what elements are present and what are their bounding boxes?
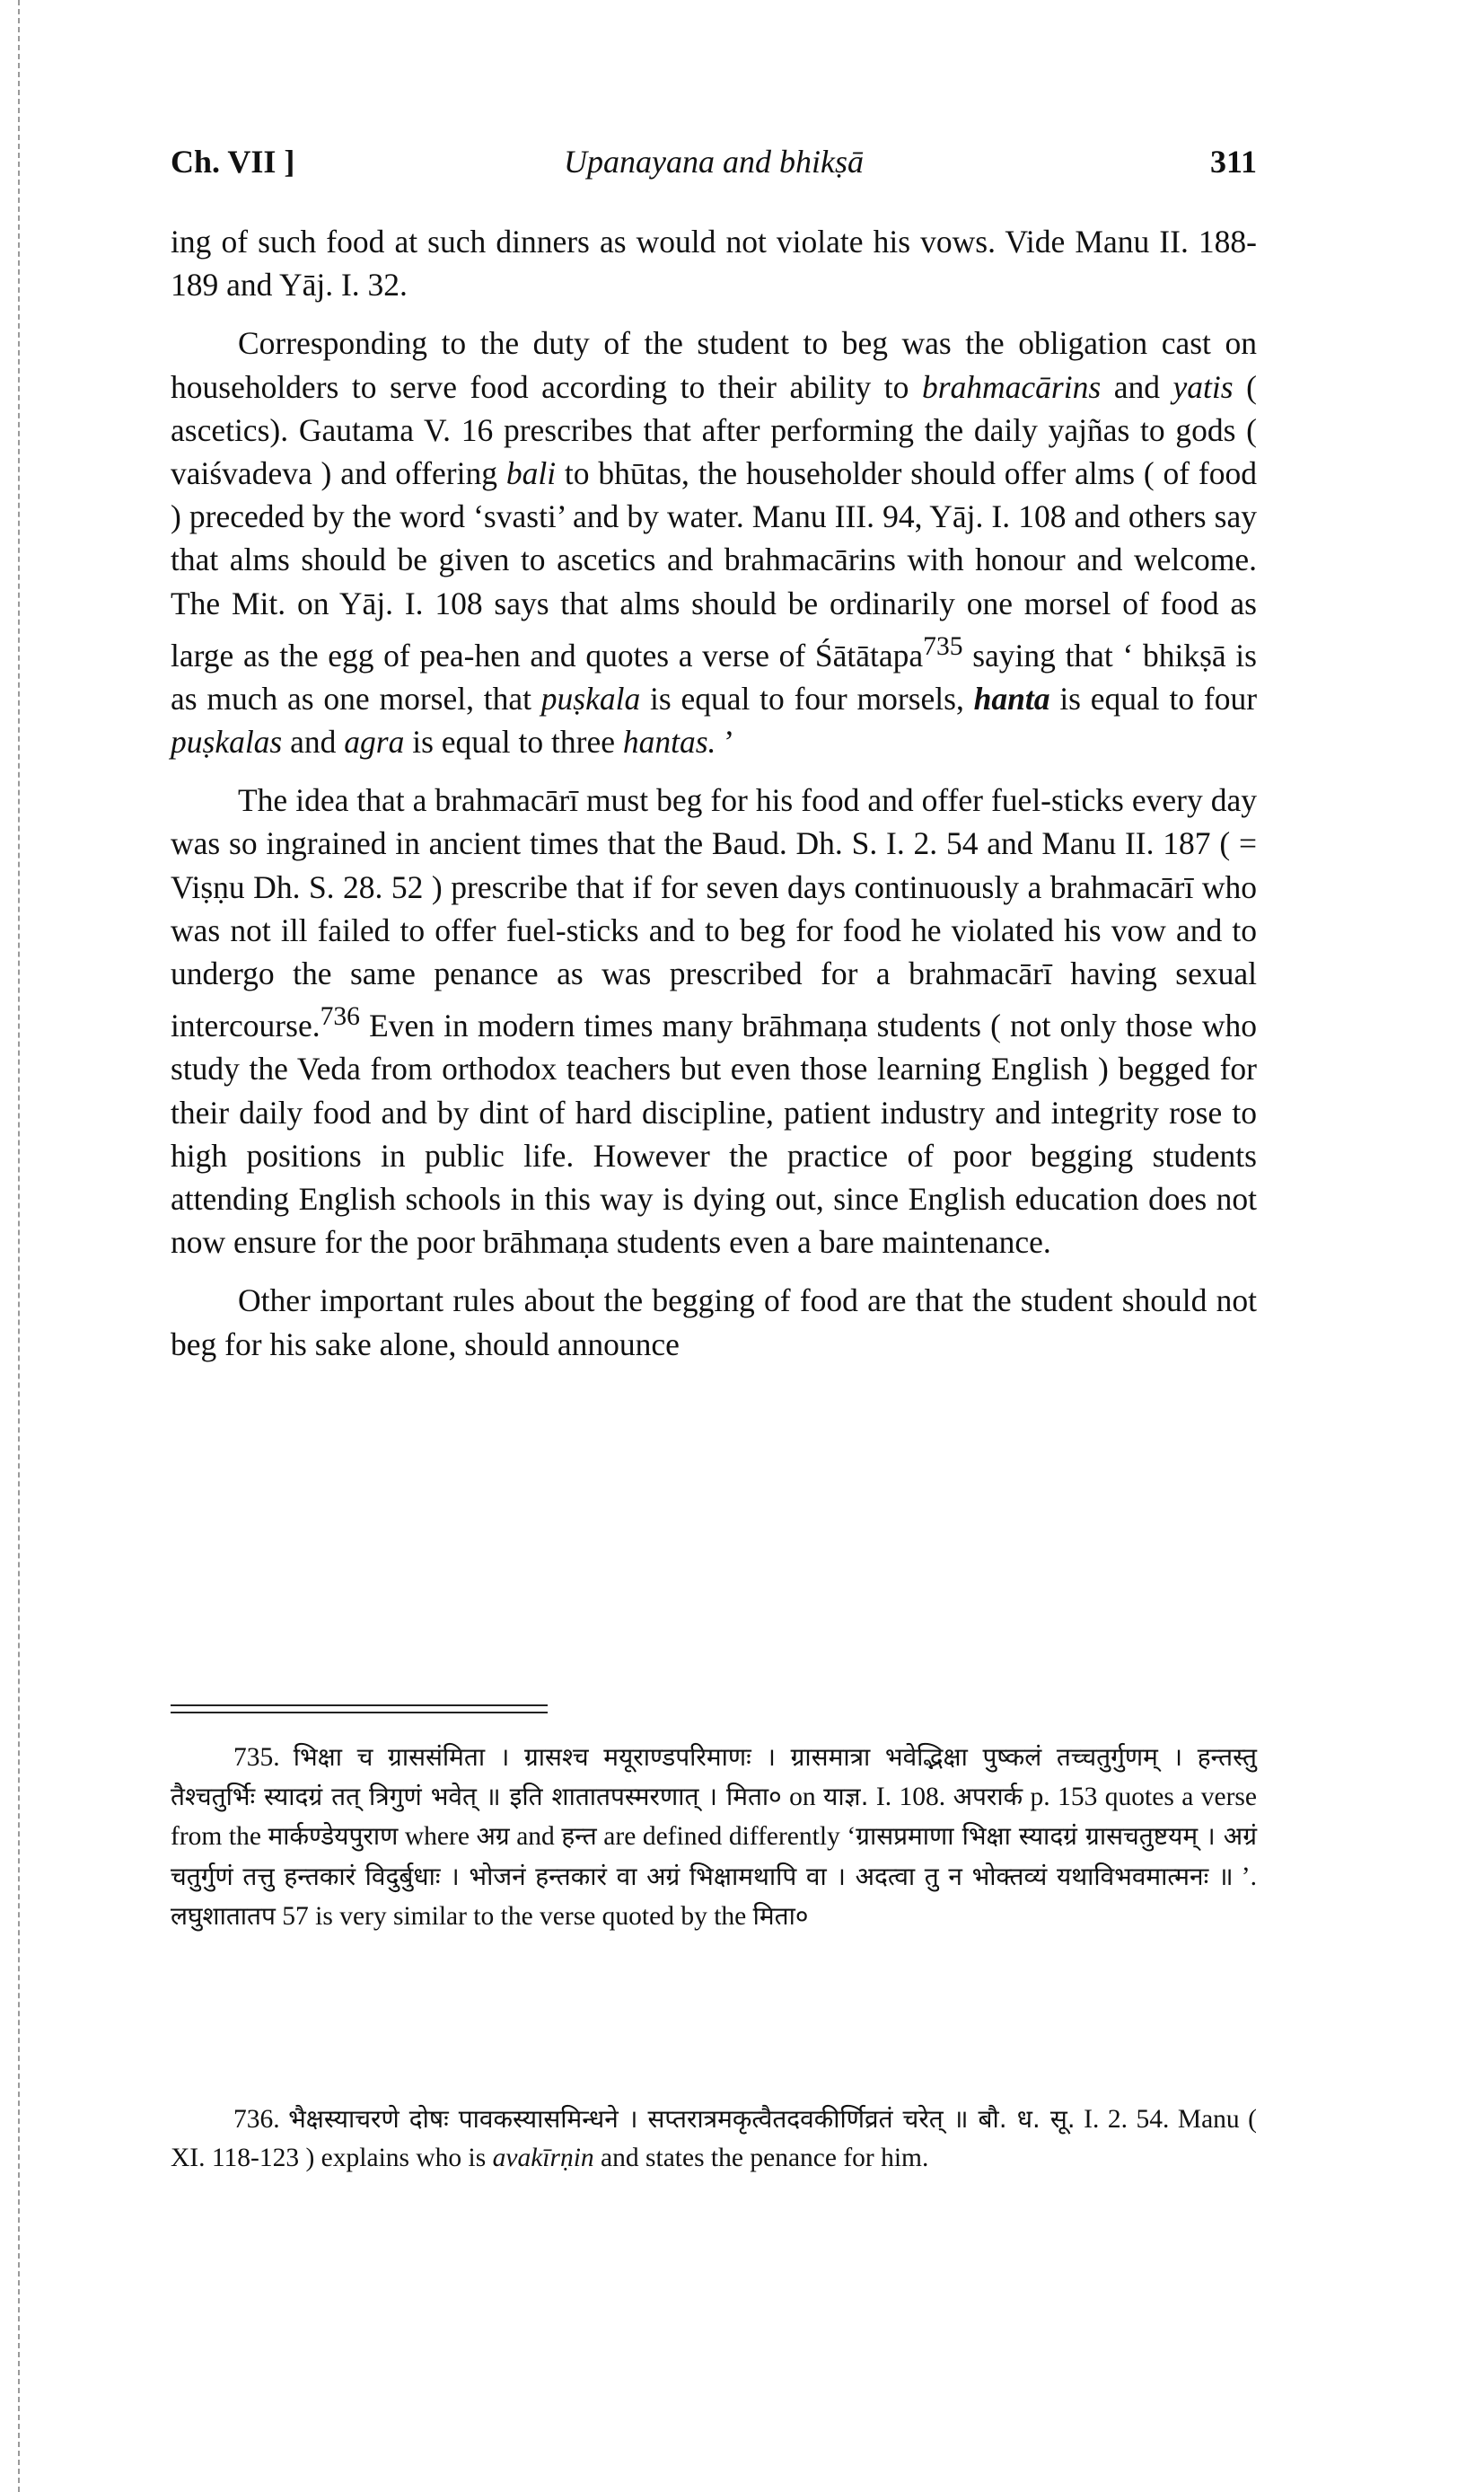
page-edge-line [18,0,20,2492]
italic-term: hantas. [622,724,716,761]
italic-term: hanta [973,680,1050,717]
footnote-ref-736[interactable]: 736 [320,1002,360,1032]
main-text [171,220,1257,1366]
footnote-735: 735. भिक्षा च ग्राससंमिता । ग्रासश्च मयूराण्डपरिमाणः । ग्रासमात्रा भवेद्भिक्षा पुष्कलं तच्चतुर्गुणम् । हन्तस्तु तैश्चतुर्भिः स्यादग्रं तत् त्रिगुणं भवेत् ॥ इति शातातपस्मरणात् । मिता० on याज्ञ. I. 108. अपरार्क p. 153 quotes a verse from the मार्कण्डेयपुराण where अग्र and हन्त are defined differently ‘ग्रासप्रमाणा भिक्षा स्यादग्रं ग्रासचतुष्टयम् । अग्रं चतुर्गुणं तत्तु हन्तकारं विदुर्बुधाः । भोजनं हन्तकारं वा अग्रं भिक्षामथापि वा । अदत्वा तु न भोक्तव्यं यथाविभवमात्मनः ॥ ’. लघुशातातप 57 is very similar to the verse quoted by the मिता० [171,1742,1258,1931]
footnote-number: 736. [233,2105,280,2134]
paragraph-2: Corresponding to the duty of the student to beg was the obligation cast on householders to serve food according to their ability to brahmacārins and yatis ( ascetics). Gautama V. 16 prescribes that after performing the daily yajñas to gods ( vaiśvadeva ) and offering bali to bhūtas, the householder should offer alms ( of food ) preceded by the word ‘svasti’ and by water. Manu III. 94, Yāj. I. 108 and others say that alms should be given to ascetics and brahmacārins with honour and welcome. The Mit. on Yāj. I. 108 says that alms should be ordinarily one morsel of food as large as the egg of pea-hen and quotes a verse of Śātātapa$^{735}$ saying that ‘ bhikṣā is as much as one morsel, that puṣkala is equal to four morsels, hanta is equal to four puṣkalas and agra is equal to three hantas. ’ [171,325,1258,761]
chapter-label: Ch. VII ] [171,144,295,180]
footnote-736: 736. भैक्षस्याचरणे दोषः पावकस्यासमिन्धने । सप्तरात्रमकृत्वैतदवकीर्णिव्रतं चरेत् ॥ बौ. ध. सू. I. 2. 54. Manu ( XI. 118-123 ) explains who is avakīrṇin and states the penance for him. [171,2104,1257,2173]
italic-term: yatis [1172,368,1234,405]
paragraph-3: The idea that a brahmacārī must beg for his food and offer fuel-sticks every day was so ingrained in ancient times that the Baud. Dh. S. I. 2. 54 and Manu II. 187 ( = Viṣṇu Dh. S. 28. 52 ) prescribe that if for seven days continuously a brahmacārī who was not ill failed to offer fuel-sticks and to beg for food he violated his vow and to undergo the same penance as was prescribed for a brahmacārī having sexual intercourse.$^{736}$ Even in modern times many brāhmaṇa students ( not only those who study the Veda from orthodox teachers but even those learning English ) begged for their daily food and by dint of hard discipline, patient industry and integrity rose to high positions in public life. However the practice of poor begging students attending English schools in this way is dying out, since English education does not now ensure for the poor brāhmaṇa students even a bare maintenance. [171,782,1257,1261]
page-number: 311 [1209,144,1257,180]
running-header [171,135,1257,189]
footnote-divider [171,1704,548,1706]
italic-term: puṣkala [540,680,641,717]
running-title: Upanayana and bhikṣā [564,144,864,180]
footnote-number: 735. [233,1743,280,1772]
italic-term: puṣkalas [171,724,283,761]
italic-term: bali [505,455,557,492]
footnote-ref-735[interactable]: 735 [923,631,963,661]
italic-term: brahmacārins [921,368,1102,405]
footnote-divider [171,1712,548,1713]
italic-term: avakīrṇin [492,2144,594,2173]
paragraph-4: Other important rules about the begging of food are that the student should not beg for his sake alone, should announce [171,1282,1257,1362]
paragraph-1: ing of such food at such dinners as would not violate his vows. Vide Manu II. 188-189 and Yāj. I. 32. [171,224,1257,304]
italic-term: agra [344,724,405,761]
